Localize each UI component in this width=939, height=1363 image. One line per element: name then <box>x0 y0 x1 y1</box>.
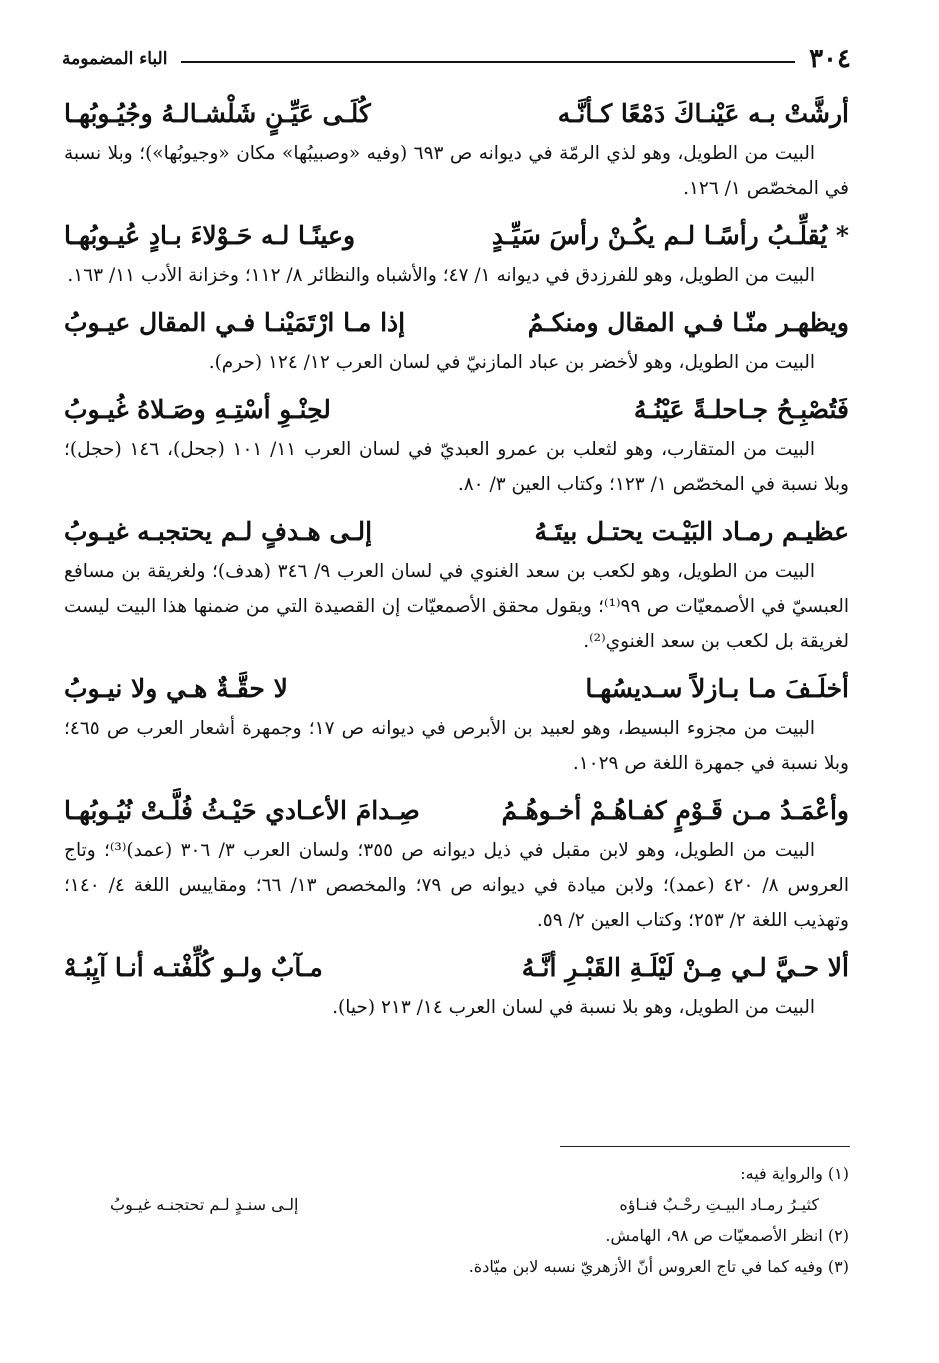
verse-entry <box>64 510 849 659</box>
verse-entry <box>64 667 849 781</box>
commentary-paragraph: البيت من المتقارب، وهو لثعلب بن عمرو العبديّ في لسان العرب ١١/ ١٠١ (جحل)، ١٤٦ (حجل)؛ وبلا نسبة في المخصّص ١/ ١٢٣؛ وكتاب العين ٣/ ٨٠. <box>64 439 849 495</box>
page-number: ٣٠٤ <box>809 44 851 74</box>
running-header <box>62 44 851 74</box>
first-hemistich: ألا حـيَّ لـي مِـنْ لَيْلَـةِ القَبْـرِ أنَّـهُ <box>521 953 849 982</box>
commentary-paragraph: البيت من مجزوء البسيط، وهو لعبيد بن الأبرص في ديوانه ص ١٧؛ وجمهرة أشعار العرب ص ٤٦٥؛ وبلا نسبة في جمهرة اللغة ص ١٠٢٩. <box>64 718 849 774</box>
second-hemistich: لحِنْـوِ أسْتِـهِ وصَـلاهُ غُيـوبُ <box>64 395 331 424</box>
commentary-paragraph: البيت من الطويل، وهو لذي الرمّة في ديوانه ص ٦٩٣ (وفيه «وصبيبُها» مكان «وجيوبُها»)؛ وبلا نسبة في المخصّص ١/ ١٢٦. <box>64 143 849 199</box>
verse-line <box>64 510 849 554</box>
first-hemistich: أرشَّتْ بـه عَيْنـاكَ دَمْعًا كـأنَّـه <box>557 99 849 128</box>
verse-line <box>64 301 849 345</box>
verse-entry <box>64 789 849 938</box>
commentary-paragraph: البيت من الطويل، وهو لكعب بن سعد الغنوي في لسان العرب ٩/ ٣٤٦ (هدف)؛ ولغريقة بن مسافع العبسيّ في الأصمعيّات ص ٩٩⁽¹⁾؛ ويقول محقق الأصمعيّات إن القصيدة التي من ضمنها هذا البيت ليست لغريقة بل لكعب بن سعد الغنوي⁽²⁾. <box>64 561 850 652</box>
verse-entry <box>64 946 849 1025</box>
second-hemistich: لا حقَّـةٌ هـي ولا نيـوبُ <box>64 674 288 703</box>
footnote-first-hemistich: كثيـرُ رمـاد البيـتِ رحْـبٌ فنـاؤه <box>619 1195 819 1214</box>
verse-line <box>64 667 849 711</box>
footnote-1-verse <box>100 1189 849 1220</box>
verse-entry <box>64 301 849 380</box>
first-hemistich: ويظهـر منّـا فـي المقال ومنكـمُ <box>527 308 849 337</box>
first-hemistich: وأعْمَـدُ مـن قَـوْمٍ كفـاهُـمْ أخـوهُـمُ <box>501 796 849 825</box>
second-hemistich: إلـى هـدفٍ لـم يحتجبـه غيـوبُ <box>64 517 373 546</box>
verse-line <box>64 388 849 432</box>
verse-line <box>64 946 849 990</box>
first-hemistich: عظيـم رمـاد البَيْـت يحتـل بيتَـهُ <box>534 517 849 546</box>
section-title: الباء المضمومة <box>62 49 168 69</box>
second-hemistich: إذا مـا ارْتَمَيْنـا فـي المقال عيـوبُ <box>64 308 406 337</box>
verse-entry <box>64 214 849 293</box>
footnote-3: (٣) وفيه كما في تاج العروس أنّ الأزهريّ نسبه لابن ميّادة. <box>468 1257 849 1276</box>
second-hemistich: مـآبٌ ولـو كُلِّفْتـه أنـا آيِبُـهْ <box>64 953 323 982</box>
footnote-rule <box>560 1146 850 1147</box>
commentary-paragraph: البيت من الطويل، وهو لابن مقبل في ذيل ديوانه ص ٣٥٥؛ ولسان العرب ٣/ ٣٠٦ (عمد)⁽³⁾؛ وتاج العروس ٨/ ٤٢٠ (عمد)؛ ولابن ميادة في ديوانه ص ٧٩؛ والمخصص ١٣/ ٦٦؛ ومقاييس اللغة ٤/ ١٤٠؛ وتهذيب اللغة ٢/ ٢٥٣؛ وكتاب العين ٢/ ٥٩. <box>64 840 849 931</box>
first-hemistich: * يُقلِّـبُ رأسًـا لـم يكُـنْ رأسَ سَيِّـدٍ <box>491 221 849 250</box>
verse-entry <box>64 388 849 502</box>
second-hemistich: كُلَـى عَيِّـنٍ شَلْشـالـهُ وجُيُـوبُهـا <box>64 99 371 128</box>
commentary-paragraph: البيت من الطويل، وهو للفرزدق في ديوانه ١/ ٤٧؛ والأشباه والنظائر ٨/ ١١٢؛ وخزانة الأدب ١١/ ١٦٣. <box>67 265 815 286</box>
second-hemistich: صِـدامَ الأعـادي حَيْـثُ فُلَّـتْ نُيُـوبُهـا <box>64 796 420 825</box>
verse-line <box>64 92 849 136</box>
first-hemistich: أخلَـفَ مـا بـازلاً سـديسُهـا <box>585 674 849 703</box>
header-rule <box>181 61 795 63</box>
verse-entry <box>64 92 849 206</box>
footnotes <box>100 1158 849 1282</box>
footnote-2: (٢) انظر الأصمعيّات ص ٩٨، الهامش. <box>605 1226 849 1245</box>
commentary-paragraph: البيت من الطويل، وهو بلا نسبة في لسان العرب ١٤/ ٢١٣ (حيا). <box>332 997 815 1018</box>
footnote-1-intro: (١) والرواية فيه: <box>740 1164 849 1183</box>
footnote-second-hemistich: إلـى سنـدٍ لـم تحتجنـه غيـوبُ <box>110 1195 299 1214</box>
first-hemistich: فَتُصْبِـحُ جـاحلـةً عَيْنُـهُ <box>633 395 849 424</box>
verse-line <box>64 214 849 258</box>
second-hemistich: وعينًـا لـه حَـوْلاءَ بـادٍ عُيـوبُهـا <box>64 221 356 250</box>
commentary-paragraph: البيت من الطويل، وهو لأخضر بن عباد المازنيّ في لسان العرب ١٢/ ١٢٤ (حرم). <box>208 352 815 373</box>
verse-entries <box>64 92 849 1033</box>
verse-line <box>64 789 849 833</box>
